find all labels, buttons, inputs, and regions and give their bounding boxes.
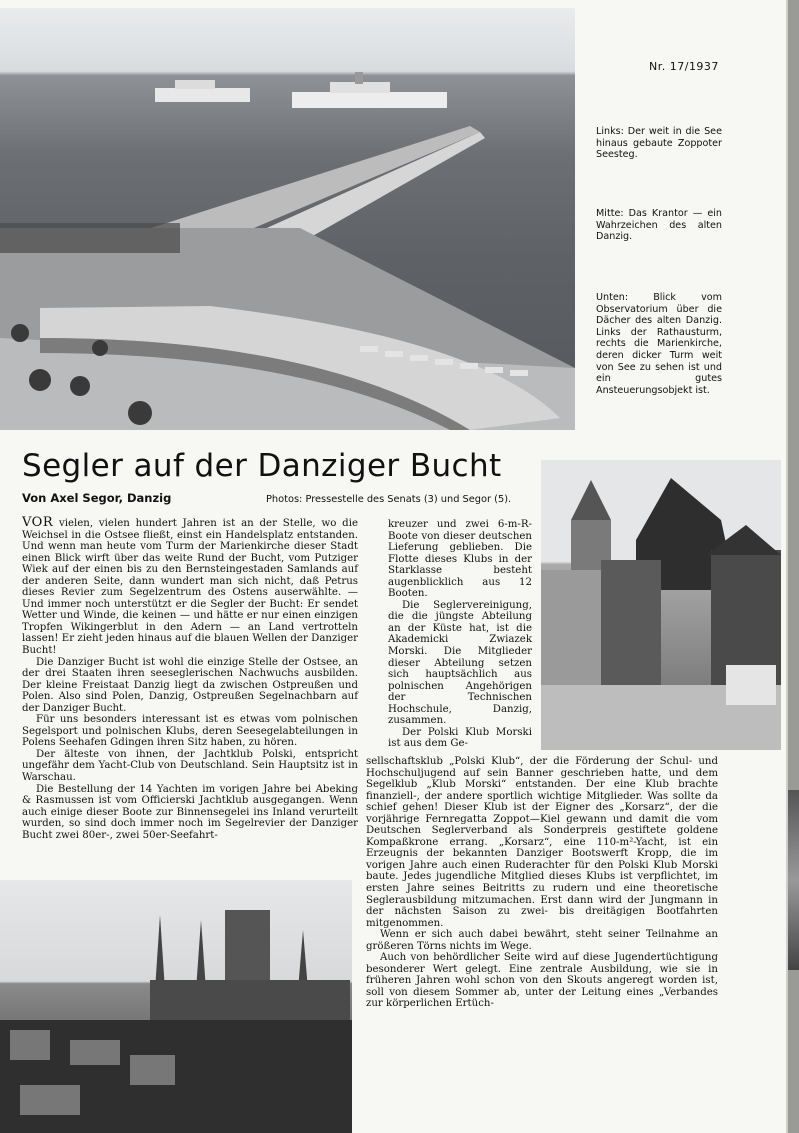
marienkirche-photo <box>0 880 352 1133</box>
krantor-illustration <box>541 460 781 750</box>
paragraph: Die Bestellung der 14 Yachten im vorigen Jahre bei Abeking & Rasmussen ist vom Officierski Jachtklub ausgegangen. Wenn auch einige dieser Boote zur Binnensegelei ins Inland verurteilt wurden, so sind doch immer noch im Segelrevier der Danziger Bucht zwei 80er-, zwei 50er-Seefahrt- <box>22 783 358 841</box>
caption-observatorium: Unten: Blick vom Observatorium über die Dächer des alten Danzig. Links der Rathausturm, rechts die Marienkirche, deren dicker Turm weit von See zu sehen ist und ein gutes Ansteuerungsobjekt ist. <box>596 292 722 396</box>
paragraph: Der älteste von ihnen, der Jachtklub Polski, entspricht ungefähr dem Yacht-Club von Deutschland. Sein Hauptsitz ist in Warschau. <box>22 748 358 784</box>
article-column-right <box>366 756 718 1010</box>
paragraph: Wenn er sich auch dabei bewährt, steht seiner Teilnahme an größeren Törns nichts im Wege. <box>366 929 718 952</box>
paragraph: sellschaftsklub „Polski Klub“, der die Förderung der Schul- und Hochschuljugend auf sein Banner geschrieben hatte, und dem Segelklub „Klub Morski“ entstanden. Der eine Klub brachte finanziell-, der andere sportlich wichtige Mitglieder. Was sollte da schief gehen! Dieser Klub ist der Eigner des „Korsarz“, der die vorjährige Fernregatta Zoppot—Kiel gewann und damit die vom Deutschen Seglerverband als Sonderpreis gestiftete goldene Kompaßkrone errang. „Korsarz“, eine 110-m²-Yacht, ist ein Erzeugnis der bekannten Danziger Bootswerft Kropp, die im vorigen Jahre auch einen Ruderachter für den Polski Klub Morski baute. Jedes jugendliche Mitglied dieses Klubs ist verpflichtet, im ersten Jahre seines Beitritts zu rudern und eine theoretische Seglerausbildung mitzumachen. Erst dann wird der Jungmann in der nächsten Saison zu zwei- bis dreitägigen Bootfahrten mitgenommen. <box>366 756 718 929</box>
paragraph: Die Danziger Bucht ist wohl die einzige Stelle der Ostsee, an der drei Staaten ihren seeseglerischen Nachwuchs ausbilden. Der kleine Freistaat Danzig liegt da zwischen Ostpreußen und Polen. Also sind Polen, Danzig, Ostpreußen Segelnachbarn auf der Danziger Bucht. <box>22 656 358 714</box>
krantor-photo <box>541 460 781 750</box>
article-byline: Von Axel Segor, Danzig <box>22 491 172 505</box>
paragraph: Die Seglervereinigung, die die jüngste Abteilung an der Küste hat, ist die Akademicki Zwiazek Morski. Die Mitglieder dieser Abteilung setzen sich hauptsächlich aus polnischen Angehörigen der Technischen Hochschule, Danzig, zusammen. <box>388 599 532 727</box>
photo-credits: Photos: Pressestelle des Senats (3) und Segor (5). <box>266 494 512 505</box>
paragraph-intro: VOR vielen, vielen hundert Jahren ist an der Stelle, wo die Weichsel in die Ostsee fließt, einst ein Handelsplatz entstanden. Und wenn man heute vom Turm der Marienkirche dieser Stadt einen Blick wirft über das weite Rund der Bucht, vom Putziger Wiek auf der einen bis zu den Bernsteingestaden Samlands auf der anderen Seite, dann wundert man sich nicht, daß Petrus dieses Revier zum Segelzentrum des Ostens auserwählte. — Und immer noch unterstützt er die Segler der Bucht: Er sendet Wetter und Winde, die keinen — und hätte er nur einen einzigen Tropfen Wikingerblut in den Adern — an Land vertrotteln lassen! Er zieht jeden hinaus auf die blauen Wellen der Danziger Bucht! <box>22 515 358 657</box>
next-page-strip <box>788 790 799 970</box>
marienkirche-illustration <box>0 880 352 1133</box>
pier-photo <box>0 8 575 430</box>
paragraph: Auch von behördlicher Seite wird auf diese Jugendertüchtigung besonderer Wert gelegt. Eine zentrale Ausbildung, wie sie in früheren Jahren wohl schon von den Skouts angeregt worden ist, soll von diesem Sommer ab, unter der Leitung eines „Verbandes zur körperlichen Ertüch- <box>366 952 718 1010</box>
paragraph: kreuzer und zwei 6-m-R-Boote von dieser deutschen Lieferung geblieben. Die Flotte dieses Klubs in der Starklasse besteht augenblicklich aus 12 Booten. <box>388 519 532 600</box>
caption-krantor: Mitte: Das Krantor — ein Wahrzeichen des alten Danzig. <box>596 208 722 243</box>
paragraph: Für uns besonders interessant ist es etwas vom polnischen Segelsport und polnischen Klubs, deren Seesegelabteilungen in Polens Seehafen Gdingen ihren Sitz haben, zu hören. <box>22 714 358 749</box>
article-column-middle <box>388 519 532 750</box>
article-column-left <box>22 517 358 841</box>
caption-pier: Links: Der weit in die See hinaus gebaute Zoppoter Seesteg. <box>596 126 722 161</box>
pier-illustration <box>0 8 575 430</box>
issue-number: Nr. 17/1937 <box>649 60 719 73</box>
drop-cap: VOR <box>22 515 54 530</box>
article-title: Segler auf der Danziger Bucht <box>22 448 502 484</box>
paragraph: Der Polski Klub Morski ist aus dem Ge- <box>388 726 532 750</box>
